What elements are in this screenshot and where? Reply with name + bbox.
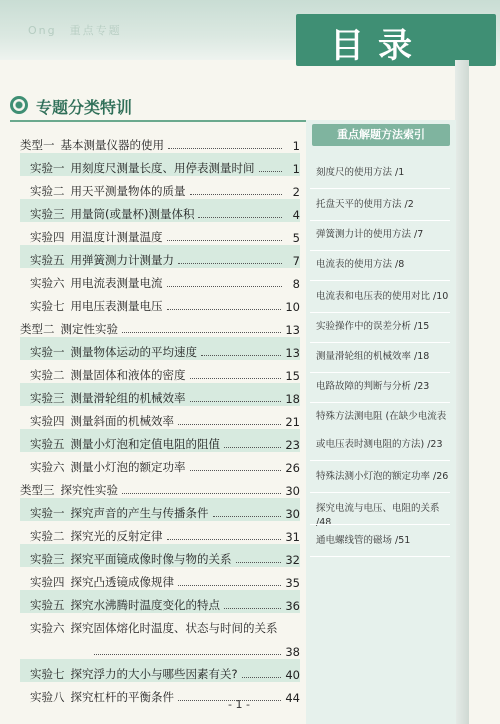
toc-title: 测量小灯泡和定值电阻的阻值 [70,437,220,451]
toc-row[interactable] [20,498,300,521]
toc-row[interactable] [20,544,300,567]
method-index-divider [310,280,450,281]
toc-label: 实验一 [30,161,65,175]
toc-leader [190,194,283,195]
page-title: 目录 [330,26,426,66]
table-of-contents [20,130,300,705]
toc-row[interactable] [20,521,300,544]
method-index-item[interactable]: 托盘天平的使用方法 /2 [316,199,414,210]
toc-row[interactable] [20,636,300,659]
toc-row[interactable] [20,406,300,429]
method-index-item[interactable]: 电流表的使用方法 /8 [316,259,405,270]
method-index-item[interactable]: 电路故障的判断与分析 /23 [316,381,430,392]
toc-label: 实验七 [30,299,65,313]
toc-page: 4 [292,208,300,222]
toc-label: 实验五 [30,253,65,267]
toc-row[interactable] [20,590,300,613]
toc-leader [167,240,283,241]
toc-page: 30 [285,507,300,521]
method-index-divider [310,372,450,373]
toc-leader [201,355,281,356]
toc-leader [167,309,282,310]
method-index-divider [310,188,450,189]
toc-row[interactable] [20,222,300,245]
method-index-divider [310,524,450,525]
toc-title: 探究光的反射定律 [70,529,163,543]
method-index-divider [310,342,450,343]
toc-row[interactable] [20,337,300,360]
toc-leader [224,447,281,448]
toc-row[interactable] [20,567,300,590]
toc-row[interactable] [20,153,300,176]
section-title: 专题分类特训 [36,98,133,117]
method-index-item[interactable]: 通电螺线管的磁场 /51 [316,535,411,546]
toc-title: 探究水沸腾时温度变化的特点 [70,598,220,612]
toc-leader [178,424,281,425]
toc-row[interactable] [20,245,300,268]
toc-page: 44 [285,691,300,705]
toc-label: 实验一 [30,506,65,520]
toc-leader [198,217,282,218]
method-index-divider [310,220,450,221]
method-index-item[interactable]: 测量滑轮组的机械效率 /18 [316,351,430,362]
toc-title: 基本测量仪器的使用 [60,138,164,152]
toc-title: 用电流表测量电流 [70,276,163,290]
toc-row[interactable] [20,613,300,636]
method-index-divider [310,492,450,493]
toc-leader [178,263,282,264]
toc-row[interactable] [20,314,300,337]
toc-row[interactable] [20,682,300,705]
toc-title: 探究性实验 [60,483,118,497]
toc-row[interactable] [20,176,300,199]
toc-label: 实验四 [30,575,65,589]
toc-leader [236,562,282,563]
toc-leader [178,585,281,586]
toc-label: 实验二 [30,368,65,382]
toc-page: 13 [285,323,300,337]
method-index-divider [310,250,450,251]
toc-label: 实验四 [30,230,65,244]
toc-row[interactable] [20,475,300,498]
toc-page: 7 [292,254,300,268]
toc-leader [167,539,282,540]
toc-row[interactable] [20,130,300,153]
toc-row[interactable] [20,360,300,383]
toc-page: 36 [285,599,300,613]
page-edge [455,60,469,724]
toc-title: 探究浮力的大小与哪些因素有关? [70,667,238,681]
toc-leader [122,332,281,333]
method-index-divider [310,556,450,557]
toc-title: 用温度计测量温度 [70,230,163,244]
header-ghost-text: Ong 重点专题 [28,24,122,37]
toc-title: 探究杠杆的平衡条件 [70,690,174,704]
toc-page: 30 [285,484,300,498]
toc-leader [190,470,282,471]
toc-label: 实验六 [30,621,65,635]
toc-leader [242,677,282,678]
toc-label: 实验八 [30,690,65,704]
toc-label: 实验五 [30,598,65,612]
toc-leader [94,654,281,655]
toc-leader [213,516,282,517]
toc-row[interactable] [20,268,300,291]
toc-row[interactable] [20,199,300,222]
method-index-item[interactable]: 探究电流与电压、电阻的关系 /48 [316,503,440,528]
toc-label: 实验四 [30,414,65,428]
toc-label: 实验一 [30,345,65,359]
toc-label: 实验五 [30,437,65,451]
toc-page: 2 [292,185,300,199]
toc-page: 35 [285,576,300,590]
toc-title: 测量小灯泡的额定功率 [70,460,186,474]
toc-title: 用量筒(或量杯)测量体积 [70,207,195,221]
method-index-divider [310,402,450,403]
toc-page: 23 [285,438,300,452]
toc-title: 测量固体和液体的密度 [70,368,186,382]
toc-page: 21 [285,415,300,429]
toc-title: 探究声音的产生与传播条件 [70,506,209,520]
page-number: - 1 - [228,698,250,711]
toc-label: 类型一 [20,138,55,152]
toc-label: 实验六 [30,276,65,290]
toc-leader [190,378,282,379]
toc-page: 5 [292,231,300,245]
method-index-item[interactable]: 实验操作中的误差分析 /15 [316,321,430,332]
toc-page: 10 [285,300,300,314]
toc-row[interactable] [20,452,300,475]
toc-page: 13 [285,346,300,360]
toc-label: 实验三 [30,207,65,221]
toc-label: 实验七 [30,667,65,681]
toc-title: 探究凸透镜成像规律 [70,575,174,589]
toc-page: 31 [285,530,300,544]
toc-page: 15 [285,369,300,383]
method-index-item[interactable]: 电流表和电压表的使用对比 /10 [316,291,449,302]
method-index-item[interactable]: 特殊方法测电阻 (在缺少电流表 [316,411,447,422]
method-index-title: 重点解题方法索引 [312,124,450,146]
toc-row[interactable] [20,429,300,452]
toc-leader [167,286,283,287]
toc-title: 用电压表测量电压 [70,299,163,313]
toc-title: 探究平面镜成像时像与物的关系 [70,552,232,566]
toc-label: 实验二 [30,184,65,198]
toc-page: 1 [292,139,300,153]
method-index-divider [310,460,450,461]
toc-page: 18 [285,392,300,406]
toc-page: 38 [285,645,300,659]
toc-leader [168,148,282,149]
toc-title: 测量物体运动的平均速度 [70,345,197,359]
toc-title: 测量滑轮组的机械效率 [70,391,186,405]
toc-title: 测定性实验 [60,322,118,336]
toc-page: 40 [285,668,300,682]
toc-row[interactable] [20,659,300,682]
toc-title: 用天平测量物体的质量 [70,184,186,198]
toc-label: 实验二 [30,529,65,543]
toc-title: 用弹簧测力计测量力 [70,253,174,267]
toc-label: 类型二 [20,322,55,336]
toc-row[interactable] [20,383,300,406]
method-index-item[interactable]: 刻度尺的使用方法 /1 [316,167,405,178]
toc-page: 26 [285,461,300,475]
toc-title: 测量斜面的机械效率 [70,414,174,428]
toc-page: 8 [292,277,300,291]
toc-label: 实验三 [30,391,65,405]
toc-title: 探究固体熔化时温度、状态与时间的关系 [70,621,278,635]
target-icon [10,96,28,114]
toc-page: 32 [285,553,300,567]
method-index-item[interactable]: 或电压表时测电阻的方法) /23 [316,439,443,450]
method-index-divider [310,312,450,313]
toc-leader [259,171,283,172]
toc-label: 实验三 [30,552,65,566]
toc-leader [224,608,281,609]
toc-label: 实验六 [30,460,65,474]
toc-leader [190,401,282,402]
toc-label: 类型三 [20,483,55,497]
toc-page: 1 [292,162,300,176]
toc-title: 用刻度尺测量长度、用停表测量时间 [70,161,255,175]
toc-leader [122,493,281,494]
method-index-item[interactable]: 特殊法测小灯泡的额定功率 /26 [316,471,449,482]
method-index-item[interactable]: 弹簧测力计的使用方法 /7 [316,229,424,240]
toc-row[interactable] [20,291,300,314]
